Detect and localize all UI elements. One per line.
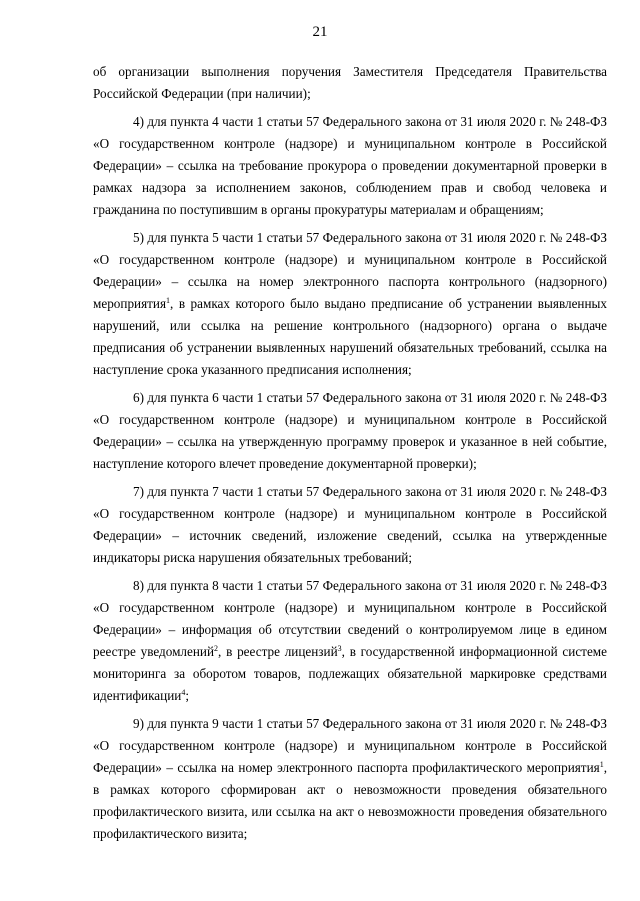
paragraph-text: 6) для пункта 6 части 1 статьи 57 Федерального закона от 31 июля 2020 г. № 248-ФЗ «О государственном контроле (надзоре) и муниципальном контроле в Российской Федерации» – ссылка на утвержденную программу проверок и указанное в ней событие, наступление которого влечет проведение документарной проверки); [93,390,607,471]
paragraph-text: 4) для пункта 4 части 1 статьи 57 Федерального закона от 31 июля 2020 г. № 248-ФЗ «О государственном контроле (надзоре) и муниципальном контроле в Российской Федерации» – ссылка на требование прокурора о проведении документарной проверки в рамках надзора за исполнением законов, соблюдением прав и свобод человека и гражданина по поступившим в органы прокуратуры материалам и обращениям; [93,114,607,217]
paragraph-text: , в рамках которого сформирован акт о невозможности проведения обязательного профилактического визита, или ссылка на акт о невозможности проведения обязательного профилактического визита; [93,760,607,841]
page-number: 21 [312,24,328,40]
paragraph-text: 5) для пункта 5 части 1 статьи 57 Федерального закона от 31 июля 2020 г. № 248-ФЗ «О государственном контроле (надзоре) и муниципальном контроле в Российской Федерации» – ссылка на номер электронного паспорта контрольного (надзорного) мероприятия [93,230,607,311]
paragraph-text: ; [185,688,190,703]
paragraph [93,713,607,845]
paragraph [93,575,607,707]
paragraph-text: , в государственной информационной системе мониторинга за оборотом товаров, подлежащих обязательной маркировке средствами идентификации [93,644,607,703]
paragraph [93,111,607,221]
paragraph [93,481,607,569]
paragraph [93,61,607,105]
paragraph-text: , в реестре лицензий [218,644,338,659]
paragraph-text: 8) для пункта 8 части 1 статьи 57 Федерального закона от 31 июля 2020 г. № 248-ФЗ «О государственном контроле (надзоре) и муниципальном контроле в Российской Федерации» – информация об отсутствии сведений о контролируемом лице в едином реестре уведомлений [93,578,607,659]
paragraph [93,387,607,475]
paragraph [93,227,607,381]
footnote-marker: 2 [214,644,219,653]
paragraph-text: об организации выполнения поручения Заместителя Председателя Правительства Российской Федерации (при наличии); [93,64,607,101]
footnote-marker: 3 [337,644,342,653]
footnote-marker: 4 [181,688,186,697]
paragraph-text: 9) для пункта 9 части 1 статьи 57 Федерального закона от 31 июля 2020 г. № 248-ФЗ «О государственном контроле (надзоре) и муниципальном контроле в Российской Федерации» – ссылка на номер электронного паспорта профилактического мероприятия [93,716,607,775]
paragraph-text: 7) для пункта 7 части 1 статьи 57 Федерального закона от 31 июля 2020 г. № 248-ФЗ «О государственном контроле (надзоре) и муниципальном контроле в Российской Федерации» – источник сведений, изложение сведений, ссылка на утвержденные индикаторы риска нарушения обязательных требований; [93,484,607,565]
document-body [93,61,607,851]
footnote-marker: 1 [166,296,171,305]
footnote-marker: 1 [599,760,604,769]
paragraph-text: , в рамках которого было выдано предписание об устранении выявленных нарушений, или ссылка на решение контрольного (надзорного) органа о выдаче предписания об устранении выявленных нарушений обязательных требований, ссылка на наступление срока указанного предписания исполнения; [93,296,607,377]
